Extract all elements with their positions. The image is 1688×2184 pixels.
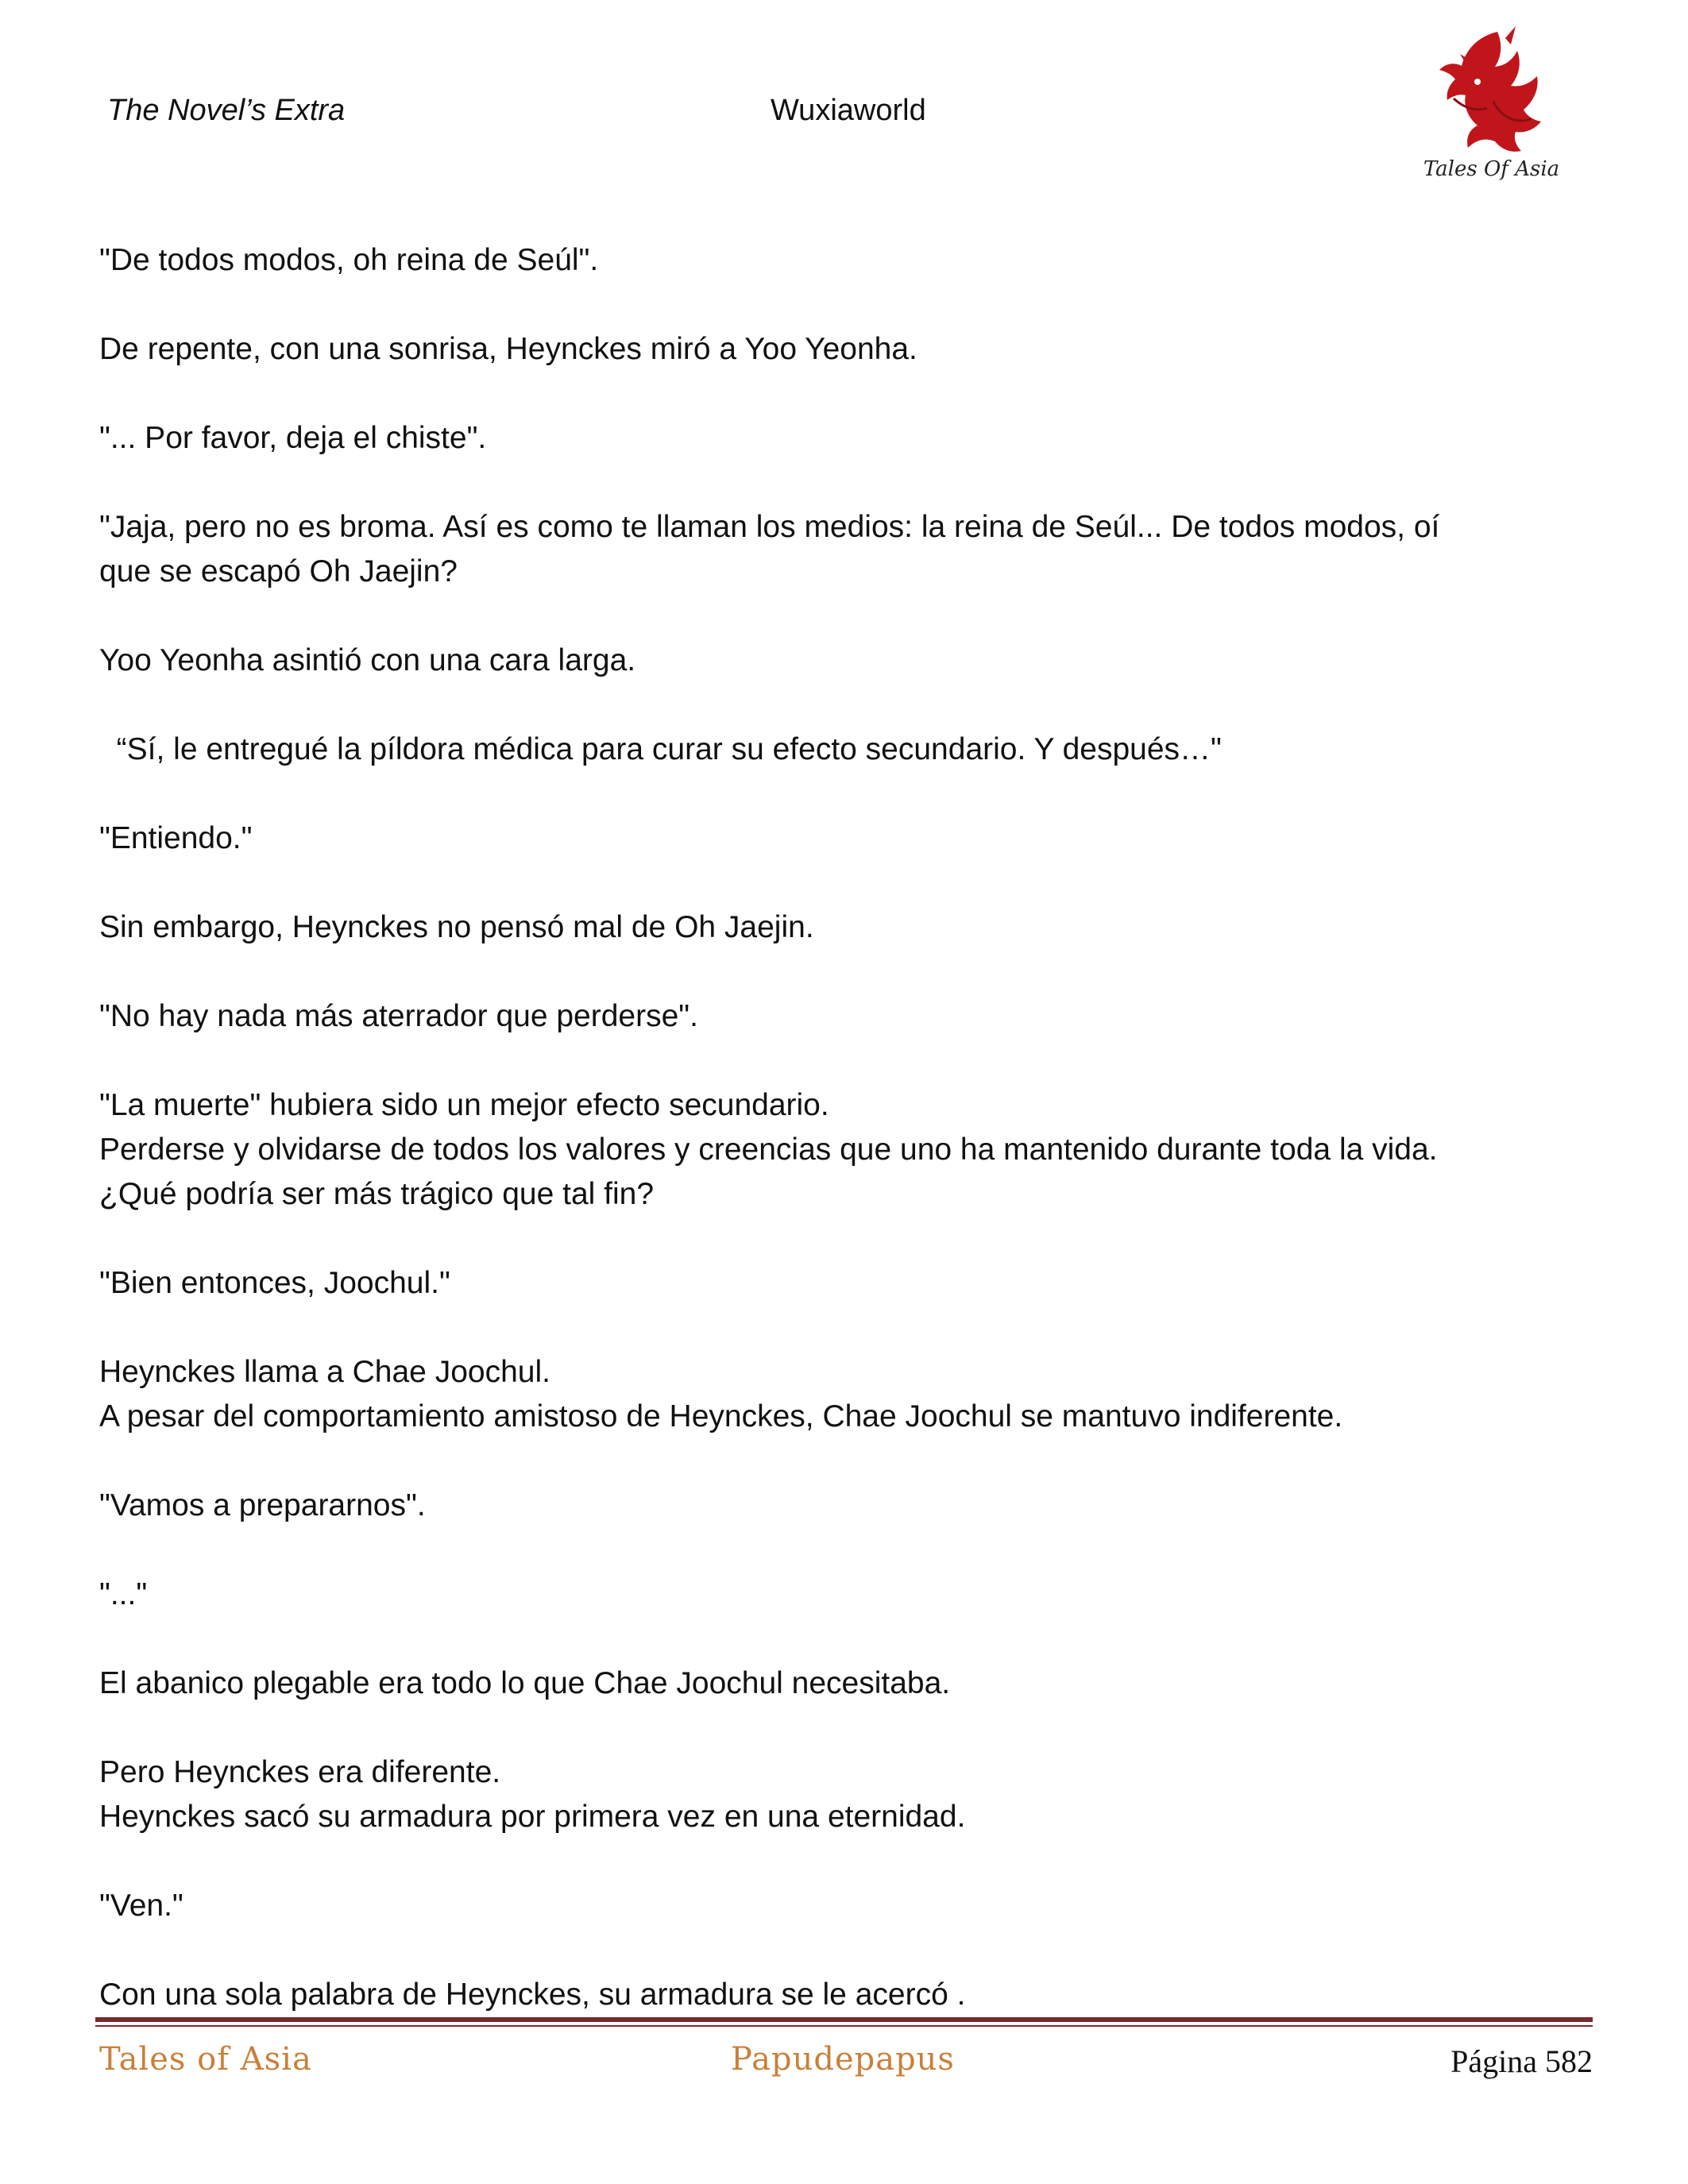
- paragraph: [99, 727, 1593, 772]
- paragraph: [99, 416, 1593, 461]
- paragraph-line: Heynckes sacó su armadura por primera vez en una eternidad.: [99, 1800, 966, 1834]
- paragraph-line: Sin embargo, Heynckes no pensó mal de Oh Jaejin.: [99, 910, 814, 944]
- paragraph-line: ¿Qué podría ser más trágico que tal fin?: [99, 1177, 655, 1211]
- paragraph-line: Yoo Yeonha asintió con una cara larga.: [99, 643, 636, 677]
- paragraph-line: que se escapó Oh Jaejin?: [99, 554, 458, 588]
- paragraph-line: Heynckes llama a Chae Joochul.: [99, 1355, 550, 1389]
- header-site-name: Wuxiaworld: [771, 94, 926, 127]
- paragraph: [99, 1350, 1593, 1439]
- paragraph-line: "Vamos a prepararnos".: [99, 1488, 426, 1522]
- paragraph-line: "Entiendo.": [99, 821, 253, 855]
- paragraph-line: "...": [99, 1577, 148, 1611]
- paragraph-line: "Bien entonces, Joochul.": [99, 1266, 450, 1300]
- paragraph: [99, 1083, 1593, 1217]
- paragraph: [99, 1572, 1593, 1617]
- paragraph-line: "De todos modos, oh reina de Seúl".: [99, 243, 599, 277]
- paragraph: [99, 505, 1593, 594]
- paragraph: [99, 816, 1593, 861]
- paragraph-line: El abanico plegable era todo lo que Chae Joochul necesitaba.: [99, 1666, 951, 1700]
- footer-translator: Papudepapus: [731, 2041, 955, 2078]
- paragraph-line: De repente, con una sonrisa, Heynckes miró a Yoo Yeonha.: [99, 332, 917, 366]
- paragraph: [99, 1484, 1593, 1528]
- paragraph-line: "Ven.": [99, 1889, 183, 1923]
- paragraph: [99, 1750, 1593, 1839]
- header-book-title: The Novel’s Extra: [107, 94, 346, 127]
- paragraph-line: A pesar del comportamiento amistoso de Heynckes, Chae Joochul se mantuvo indiferente.: [99, 1399, 1343, 1433]
- paragraph: [99, 1261, 1593, 1306]
- paragraph: [99, 639, 1593, 683]
- paragraph-line: “Sí, le entregué la píldora médica para curar su efecto secundario. Y después…": [99, 732, 1222, 766]
- paragraph-line: Pero Heynckes era diferente.: [99, 1755, 501, 1789]
- paragraph-line: Con una sola palabra de Heynckes, su armadura se le acercó .: [99, 1978, 966, 2012]
- paragraph: [99, 1884, 1593, 1928]
- footer-rule-thin: [95, 2025, 1593, 2027]
- paragraph: [99, 327, 1593, 372]
- paragraph-line: Perderse y olvidarse de todos los valores y creencias que uno ha mantenido durante toda la vida.: [99, 1133, 1438, 1167]
- footer-publisher: Tales of Asia: [99, 2041, 312, 2078]
- paragraph: [99, 905, 1593, 950]
- paragraph-line: "La muerte" hubiera sido un mejor efecto secundario.: [99, 1088, 829, 1122]
- paragraph: [99, 994, 1593, 1039]
- paragraph-line: "... Por favor, deja el chiste".: [99, 421, 487, 455]
- logo-caption: Tales Of Asia: [1423, 157, 1560, 181]
- paragraph: [99, 238, 1593, 283]
- paragraph: [99, 1661, 1593, 1706]
- paragraph-line: "Jaja, pero no es broma. Así es como te llaman los medios: la reina de Seúl... De todos modos, oí: [99, 510, 1440, 544]
- footer-rule-thick: [95, 2017, 1593, 2022]
- paragraph-line: "No hay nada más aterrador que perderse".: [99, 999, 698, 1033]
- paragraph: [99, 1973, 1593, 2017]
- document-body: [99, 238, 1593, 2062]
- footer-page-number: Página 582: [1450, 2043, 1593, 2079]
